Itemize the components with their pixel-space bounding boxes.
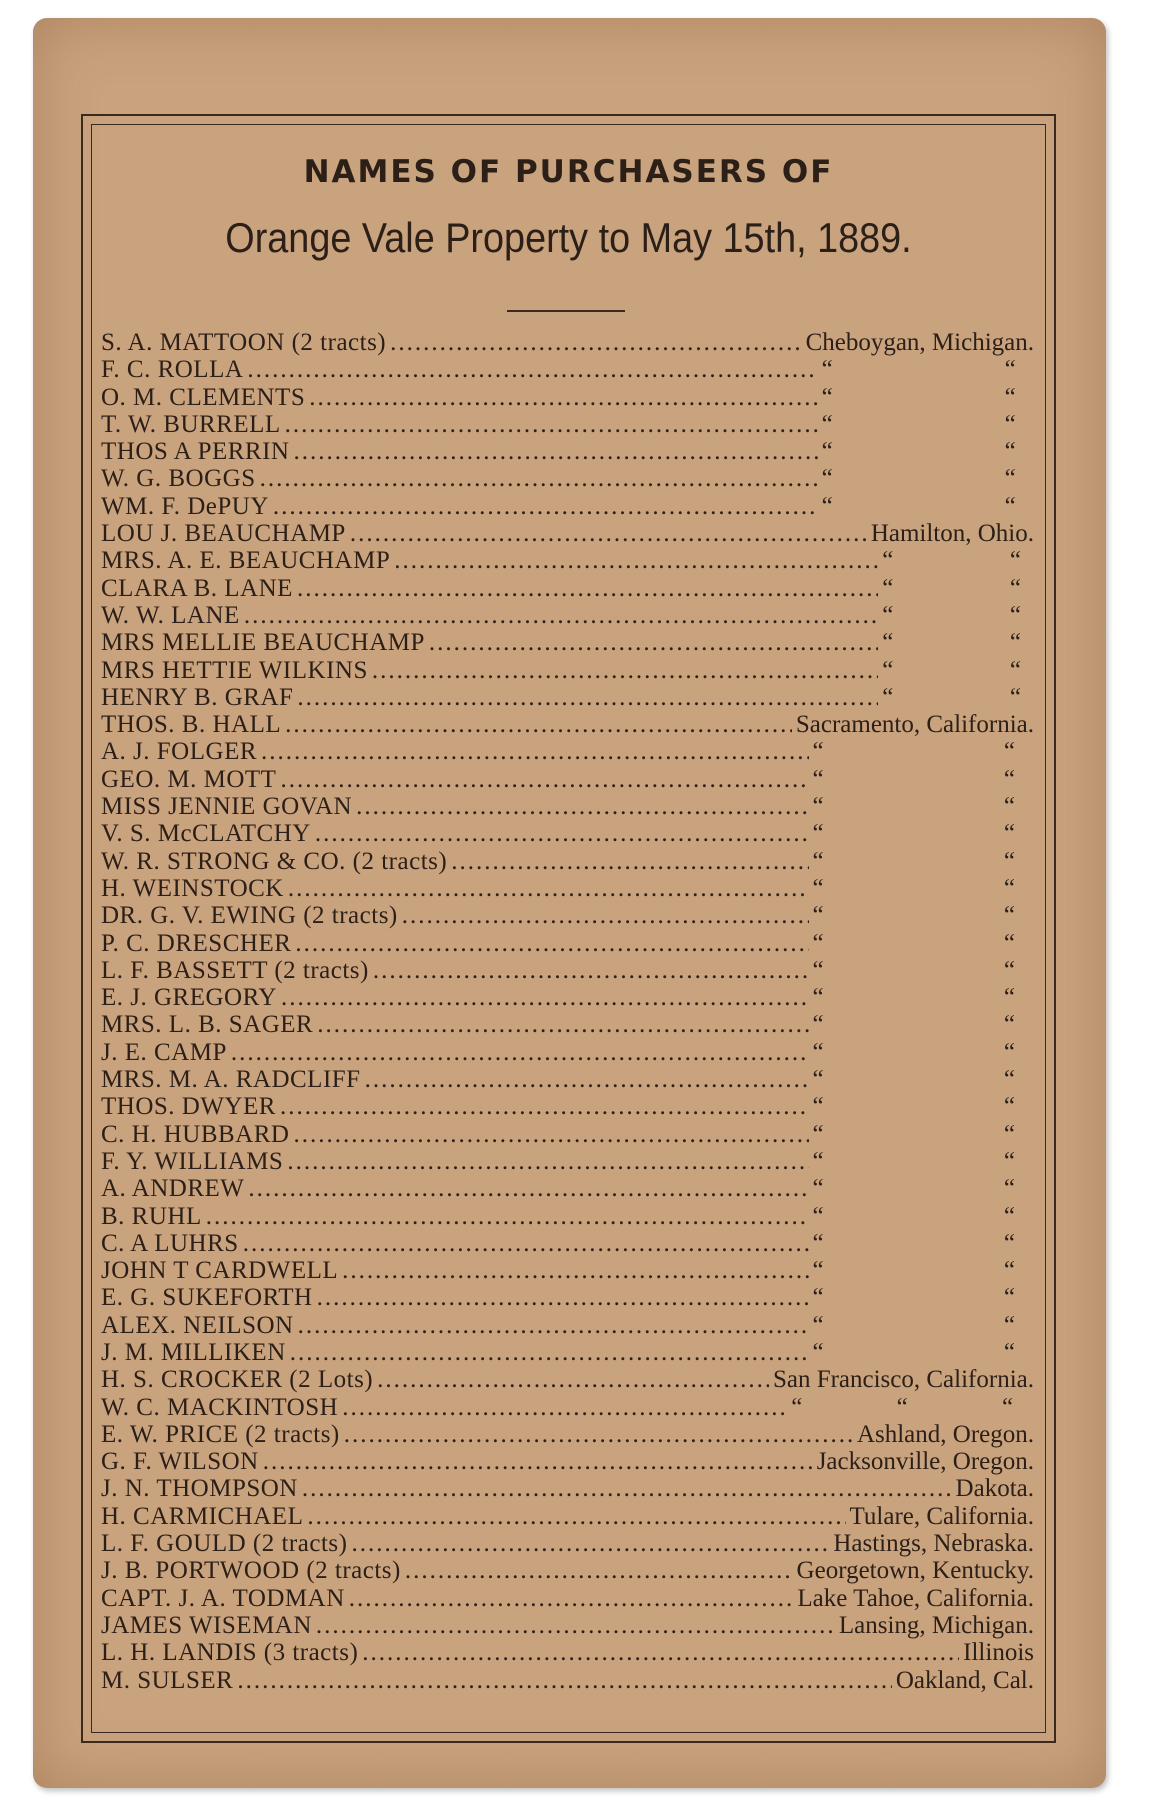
purchaser-name: J. E. CAMP — [101, 1038, 227, 1066]
purchaser-row — [101, 1093, 1034, 1120]
purchaser-row — [101, 793, 1034, 820]
purchaser-row — [101, 1148, 1034, 1175]
dot-leader — [285, 711, 792, 738]
dot-leader — [288, 875, 809, 902]
ditto-mark: “ — [812, 929, 824, 957]
ditto-mark: “ — [812, 1257, 824, 1285]
dot-leader — [247, 356, 817, 383]
dot-leader — [394, 547, 878, 574]
ditto-mark: “ — [812, 1038, 824, 1066]
ditto-marks — [813, 957, 1015, 984]
purchaser-name: LOU J. BEAUCHAMP — [101, 520, 346, 548]
purchaser-location: Georgetown, Kentucky. — [796, 1557, 1034, 1585]
purchaser-row — [101, 1667, 1034, 1694]
purchaser-name: J. N. THOMPSON — [101, 1475, 298, 1503]
dot-leader — [302, 1475, 952, 1502]
ditto-mark: “ — [882, 547, 894, 575]
ditto-marks — [813, 930, 1015, 957]
ditto-mark: “ — [1003, 820, 1015, 848]
ditto-mark: “ — [821, 410, 833, 438]
dot-leader — [263, 1448, 813, 1475]
purchaser-row — [101, 1448, 1034, 1475]
purchaser-name: H. WEINSTOCK — [101, 874, 284, 902]
purchaser-row — [101, 957, 1034, 984]
purchaser-location: San Francisco, California. — [772, 1366, 1034, 1394]
purchaser-name: CAPT. J. A. TODMAN — [101, 1584, 345, 1612]
ditto-marks — [813, 1066, 1015, 1093]
dot-leader — [248, 1175, 808, 1202]
ditto-mark: “ — [1009, 547, 1021, 575]
page-border — [81, 114, 1056, 1743]
purchaser-location: Sacramento, California. — [795, 711, 1034, 739]
purchaser-location: Ashland, Oregon. — [856, 1420, 1034, 1448]
ditto-mark: “ — [1003, 984, 1015, 1012]
purchaser-row — [101, 438, 1034, 465]
dot-leader — [231, 1039, 809, 1066]
dot-leader — [244, 602, 878, 629]
purchaser-name: A. ANDREW — [101, 1175, 245, 1203]
purchaser-row — [101, 1039, 1034, 1066]
dot-leader — [285, 411, 818, 438]
purchaser-name: G. F. WILSON — [101, 1448, 259, 1476]
purchaser-row — [101, 384, 1034, 411]
purchaser-row — [101, 1394, 1034, 1421]
ditto-marks — [882, 602, 1021, 629]
purchaser-name: HENRY B. GRAF — [101, 683, 294, 711]
purchaser-name: J. B. PORTWOOD (2 tracts) — [101, 1557, 401, 1585]
ditto-marks — [822, 465, 1016, 492]
purchaser-location: Dakota. — [955, 1475, 1034, 1503]
dot-leader — [260, 465, 818, 492]
dot-leader — [315, 820, 809, 847]
ditto-mark: “ — [812, 902, 824, 930]
purchaser-name: E. G. SUKEFORTH — [101, 1284, 313, 1312]
ditto-mark: “ — [1004, 438, 1016, 466]
ditto-mark: “ — [812, 1175, 824, 1203]
dot-leader — [317, 1284, 809, 1311]
dot-leader — [273, 493, 818, 520]
purchaser-row — [101, 1503, 1034, 1530]
ditto-mark: “ — [1009, 683, 1021, 711]
purchaser-name: C. A LUHRS — [101, 1229, 239, 1257]
ditto-mark: “ — [1003, 1066, 1015, 1094]
ditto-marks — [813, 766, 1015, 793]
ditto-mark: “ — [1003, 1038, 1015, 1066]
ditto-marks — [813, 1093, 1015, 1120]
ditto-mark: “ — [882, 656, 894, 684]
ditto-marks — [813, 848, 1015, 875]
ditto-marks — [882, 629, 1021, 656]
purchaser-name: L. F. GOULD (2 tracts) — [101, 1530, 348, 1558]
purchaser-name: S. A. MATTOON (2 tracts) — [101, 329, 387, 356]
ditto-mark: “ — [812, 1284, 824, 1312]
dot-leader — [377, 1366, 769, 1393]
purchaser-row — [101, 1421, 1034, 1448]
ditto-mark: “ — [812, 738, 824, 766]
dot-leader — [280, 1093, 809, 1120]
dot-leader — [351, 1530, 829, 1557]
ditto-mark: “ — [1009, 629, 1021, 657]
purchaser-row — [101, 875, 1034, 902]
ditto-mark: “ — [1009, 601, 1021, 629]
purchaser-name: JOHN T CARDWELL — [101, 1257, 339, 1285]
ditto-mark: “ — [1004, 356, 1016, 384]
ditto-mark: “ — [812, 1093, 824, 1121]
dot-leader — [429, 629, 878, 656]
purchaser-row — [101, 848, 1034, 875]
dot-leader — [237, 1667, 892, 1694]
purchaser-name: B. RUHL — [101, 1202, 202, 1230]
purchaser-row — [101, 1257, 1034, 1284]
ditto-marks — [813, 1257, 1015, 1284]
dot-leader — [298, 1312, 809, 1339]
ditto-mark: “ — [791, 1393, 803, 1421]
dot-leader — [243, 1230, 809, 1257]
ditto-mark: “ — [812, 984, 824, 1012]
ditto-mark: “ — [1003, 765, 1015, 793]
purchaser-location: Illinois — [963, 1639, 1034, 1667]
purchaser-name: THOS. DWYER — [101, 1093, 276, 1121]
purchaser-name: MRS HETTIE WILKINS — [101, 656, 368, 684]
ditto-marks — [813, 1121, 1015, 1148]
purchaser-name: A. J. FOLGER — [101, 738, 258, 766]
purchaser-row — [101, 356, 1034, 383]
purchaser-row — [101, 1475, 1034, 1502]
purchaser-name: L. F. BASSETT (2 tracts) — [101, 956, 369, 984]
ditto-mark: “ — [1004, 492, 1016, 520]
purchaser-name: MRS. M. A. RADCLIFF — [101, 1066, 361, 1094]
purchaser-row — [101, 657, 1034, 684]
purchaser-row — [101, 930, 1034, 957]
dot-leader — [405, 1557, 793, 1584]
purchaser-row — [101, 1339, 1034, 1366]
purchaser-name: H. CARMICHAEL — [101, 1502, 304, 1530]
ditto-mark: “ — [812, 765, 824, 793]
purchaser-row — [101, 465, 1034, 492]
dot-leader — [349, 1585, 794, 1612]
purchaser-name: F. C. ROLLA — [101, 356, 244, 384]
purchaser-location: Hamilton, Ohio. — [870, 520, 1034, 548]
dot-leader — [293, 438, 817, 465]
ditto-mark: “ — [812, 793, 824, 821]
ditto-marks — [813, 1175, 1015, 1202]
dot-leader — [350, 520, 867, 547]
purchaser-location: Lake Tahoe, California. — [797, 1584, 1034, 1612]
purchaser-name: L. H. LANDIS (3 tracts) — [101, 1639, 359, 1667]
purchaser-name: CLARA B. LANE — [101, 574, 293, 602]
dot-leader — [362, 1639, 959, 1666]
purchaser-name: GEO. M. MOTT — [101, 765, 277, 793]
purchaser-name: ALEX. NEILSON — [101, 1311, 294, 1339]
purchaser-name: V. S. McCLATCHY — [101, 820, 311, 848]
dot-leader — [290, 1339, 809, 1366]
purchaser-name: DR. G. V. EWING (2 tracts) — [101, 902, 398, 930]
purchaser-row — [101, 1366, 1034, 1393]
purchaser-name: W. R. STRONG & CO. (2 tracts) — [101, 847, 448, 875]
dot-leader — [309, 384, 817, 411]
purchaser-location: Oakland, Cal. — [895, 1666, 1034, 1694]
dot-leader — [372, 657, 878, 684]
purchaser-name: T. W. BURRELL — [101, 410, 281, 438]
purchaser-row — [101, 1121, 1034, 1148]
purchaser-name: M. SULSER — [101, 1666, 234, 1694]
purchaser-row — [101, 1066, 1034, 1093]
purchaser-location: Tulare, California. — [849, 1502, 1034, 1530]
ditto-mark: “ — [812, 847, 824, 875]
ditto-mark: “ — [1003, 1284, 1015, 1312]
purchaser-location: Lansing, Michigan. — [838, 1611, 1034, 1639]
purchaser-row — [101, 684, 1034, 711]
ditto-mark: “ — [812, 1338, 824, 1366]
ditto-marks — [822, 384, 1016, 411]
purchaser-name: JAMES WISEMAN — [101, 1611, 312, 1639]
purchaser-row — [101, 602, 1034, 629]
dot-leader — [365, 1066, 809, 1093]
purchaser-name: MRS. A. E. BEAUCHAMP — [101, 547, 391, 575]
ditto-mark: “ — [812, 820, 824, 848]
ditto-marks — [813, 902, 1015, 929]
purchaser-row — [101, 493, 1034, 520]
ditto-mark: “ — [812, 1229, 824, 1257]
ditto-marks — [882, 547, 1021, 574]
dot-leader — [281, 984, 809, 1011]
ditto-mark: “ — [1004, 465, 1016, 493]
ditto-mark: “ — [1004, 410, 1016, 438]
ditto-mark: “ — [1004, 383, 1016, 411]
ditto-mark: “ — [1003, 1257, 1015, 1285]
purchaser-row — [101, 329, 1034, 356]
ditto-mark: “ — [821, 492, 833, 520]
purchaser-row — [101, 1175, 1034, 1202]
dot-leader — [316, 1612, 835, 1639]
ditto-mark: “ — [1003, 1229, 1015, 1257]
dot-leader — [297, 684, 878, 711]
purchaser-name: E. W. PRICE (2 tracts) — [101, 1420, 340, 1448]
ditto-mark: “ — [1003, 738, 1015, 766]
dot-leader — [295, 930, 808, 957]
purchaser-row — [101, 1585, 1034, 1612]
ditto-mark: “ — [1003, 902, 1015, 930]
ditto-marks — [813, 1284, 1015, 1311]
ditto-mark: “ — [812, 956, 824, 984]
purchaser-row — [101, 820, 1034, 847]
ditto-marks — [882, 575, 1021, 602]
ditto-mark: “ — [812, 1120, 824, 1148]
ditto-mark: “ — [882, 629, 894, 657]
purchaser-row — [101, 411, 1034, 438]
purchaser-row — [101, 1284, 1034, 1311]
purchaser-row — [101, 1011, 1034, 1038]
purchaser-location: Cheboygan, Michigan. — [805, 329, 1034, 356]
purchaser-row — [101, 520, 1034, 547]
ditto-mark: “ — [896, 1393, 908, 1421]
dot-leader — [344, 1421, 853, 1448]
ditto-marks — [813, 820, 1015, 847]
ditto-mark: “ — [1009, 656, 1021, 684]
dot-leader — [287, 1148, 808, 1175]
ditto-marks — [813, 1230, 1015, 1257]
ditto-mark: “ — [821, 383, 833, 411]
ditto-mark: “ — [1003, 1120, 1015, 1148]
purchaser-row — [101, 1530, 1034, 1557]
ditto-mark: “ — [882, 601, 894, 629]
purchaser-name: MRS. L. B. SAGER — [101, 1011, 314, 1039]
ditto-mark: “ — [812, 1202, 824, 1230]
ditto-mark: “ — [1003, 1093, 1015, 1121]
dot-leader — [307, 1503, 845, 1530]
ditto-marks — [813, 738, 1015, 765]
ditto-mark: “ — [821, 356, 833, 384]
ditto-mark: “ — [812, 1311, 824, 1339]
ditto-mark: “ — [1003, 874, 1015, 902]
purchaser-name: WM. F. DePUY — [101, 492, 269, 520]
dot-leader — [356, 793, 808, 820]
ditto-marks — [822, 411, 1016, 438]
purchaser-name: H. S. CROCKER (2 Lots) — [101, 1366, 374, 1394]
ditto-mark: “ — [1003, 1202, 1015, 1230]
ditto-mark: “ — [1002, 1393, 1014, 1421]
ditto-marks — [822, 438, 1016, 465]
purchaser-row — [101, 629, 1034, 656]
ditto-mark: “ — [1003, 847, 1015, 875]
ditto-mark: “ — [812, 1147, 824, 1175]
purchaser-name: MISS JENNIE GOVAN — [101, 793, 353, 821]
ditto-mark: “ — [821, 465, 833, 493]
ditto-marks — [813, 1039, 1015, 1066]
ditto-mark: “ — [1003, 1311, 1015, 1339]
ditto-mark: “ — [1003, 1147, 1015, 1175]
dot-leader — [402, 902, 809, 929]
purchaser-name: MRS MELLIE BEAUCHAMP — [101, 629, 425, 657]
page-subtitle: Orange Vale Property to May 15th, 1889. — [225, 214, 912, 261]
dot-leader — [317, 1011, 808, 1038]
purchaser-name: W. W. LANE — [101, 601, 240, 629]
ditto-marks — [791, 1394, 1013, 1421]
ditto-mark: “ — [812, 1066, 824, 1094]
purchaser-row — [101, 902, 1034, 929]
ditto-marks — [822, 356, 1016, 383]
ditto-marks — [813, 1312, 1015, 1339]
ditto-mark: “ — [1003, 1175, 1015, 1203]
purchaser-location: Jacksonville, Oregon. — [816, 1448, 1034, 1476]
purchaser-row — [101, 1312, 1034, 1339]
ditto-mark: “ — [821, 438, 833, 466]
ditto-mark: “ — [1003, 956, 1015, 984]
purchaser-row — [101, 1557, 1034, 1584]
ditto-mark: “ — [812, 1011, 824, 1039]
purchaser-row — [101, 738, 1034, 765]
purchaser-name: W. C. MACKINTOSH — [101, 1393, 339, 1421]
ditto-marks — [813, 1203, 1015, 1230]
ditto-mark: “ — [1003, 929, 1015, 957]
purchaser-list — [101, 329, 1034, 1694]
dot-leader — [342, 1394, 787, 1421]
ditto-marks — [813, 875, 1015, 902]
dot-leader — [342, 1257, 808, 1284]
ditto-marks — [822, 493, 1016, 520]
purchaser-name: J. M. MILLIKEN — [101, 1338, 286, 1366]
ditto-mark: “ — [1003, 1338, 1015, 1366]
page-title: NAMES OF PURCHASERS OF — [303, 154, 834, 190]
dot-leader — [261, 738, 809, 765]
purchaser-row — [101, 984, 1034, 1011]
purchaser-row — [101, 1612, 1034, 1639]
dot-leader — [390, 329, 801, 356]
ditto-mark: “ — [882, 574, 894, 602]
purchaser-row — [101, 547, 1034, 574]
ditto-mark: “ — [882, 683, 894, 711]
ditto-mark: “ — [1003, 1011, 1015, 1039]
ditto-mark: “ — [1003, 793, 1015, 821]
purchaser-name: W. G. BOGGS — [101, 465, 256, 493]
purchaser-row — [101, 711, 1034, 738]
ditto-marks — [882, 684, 1021, 711]
ditto-marks — [813, 1339, 1015, 1366]
ditto-mark: “ — [1009, 574, 1021, 602]
ditto-marks — [813, 1148, 1015, 1175]
dot-leader — [297, 575, 878, 602]
purchaser-name: THOS. B. HALL — [101, 711, 282, 739]
title-divider — [507, 310, 625, 312]
purchaser-name: C. H. HUBBARD — [101, 1120, 290, 1148]
dot-leader — [206, 1203, 809, 1230]
ditto-marks — [813, 1011, 1015, 1038]
purchaser-row — [101, 766, 1034, 793]
purchaser-row — [101, 1639, 1034, 1666]
purchaser-name: THOS A PERRIN — [101, 438, 290, 466]
document-card — [33, 18, 1106, 1788]
purchaser-name: O. M. CLEMENTS — [101, 383, 306, 411]
dot-leader — [293, 1121, 808, 1148]
dot-leader — [373, 957, 809, 984]
purchaser-row — [101, 1203, 1034, 1230]
dot-leader — [451, 848, 808, 875]
ditto-mark: “ — [812, 874, 824, 902]
ditto-marks — [813, 984, 1015, 1011]
purchaser-row — [101, 575, 1034, 602]
dot-leader — [280, 766, 808, 793]
purchaser-name: P. C. DRESCHER — [101, 929, 292, 957]
purchaser-name: F. Y. WILLIAMS — [101, 1147, 284, 1175]
ditto-marks — [882, 657, 1021, 684]
purchaser-row — [101, 1230, 1034, 1257]
ditto-marks — [813, 793, 1015, 820]
purchaser-location: Hastings, Nebraska. — [833, 1530, 1034, 1558]
purchaser-name: E. J. GREGORY — [101, 984, 277, 1012]
